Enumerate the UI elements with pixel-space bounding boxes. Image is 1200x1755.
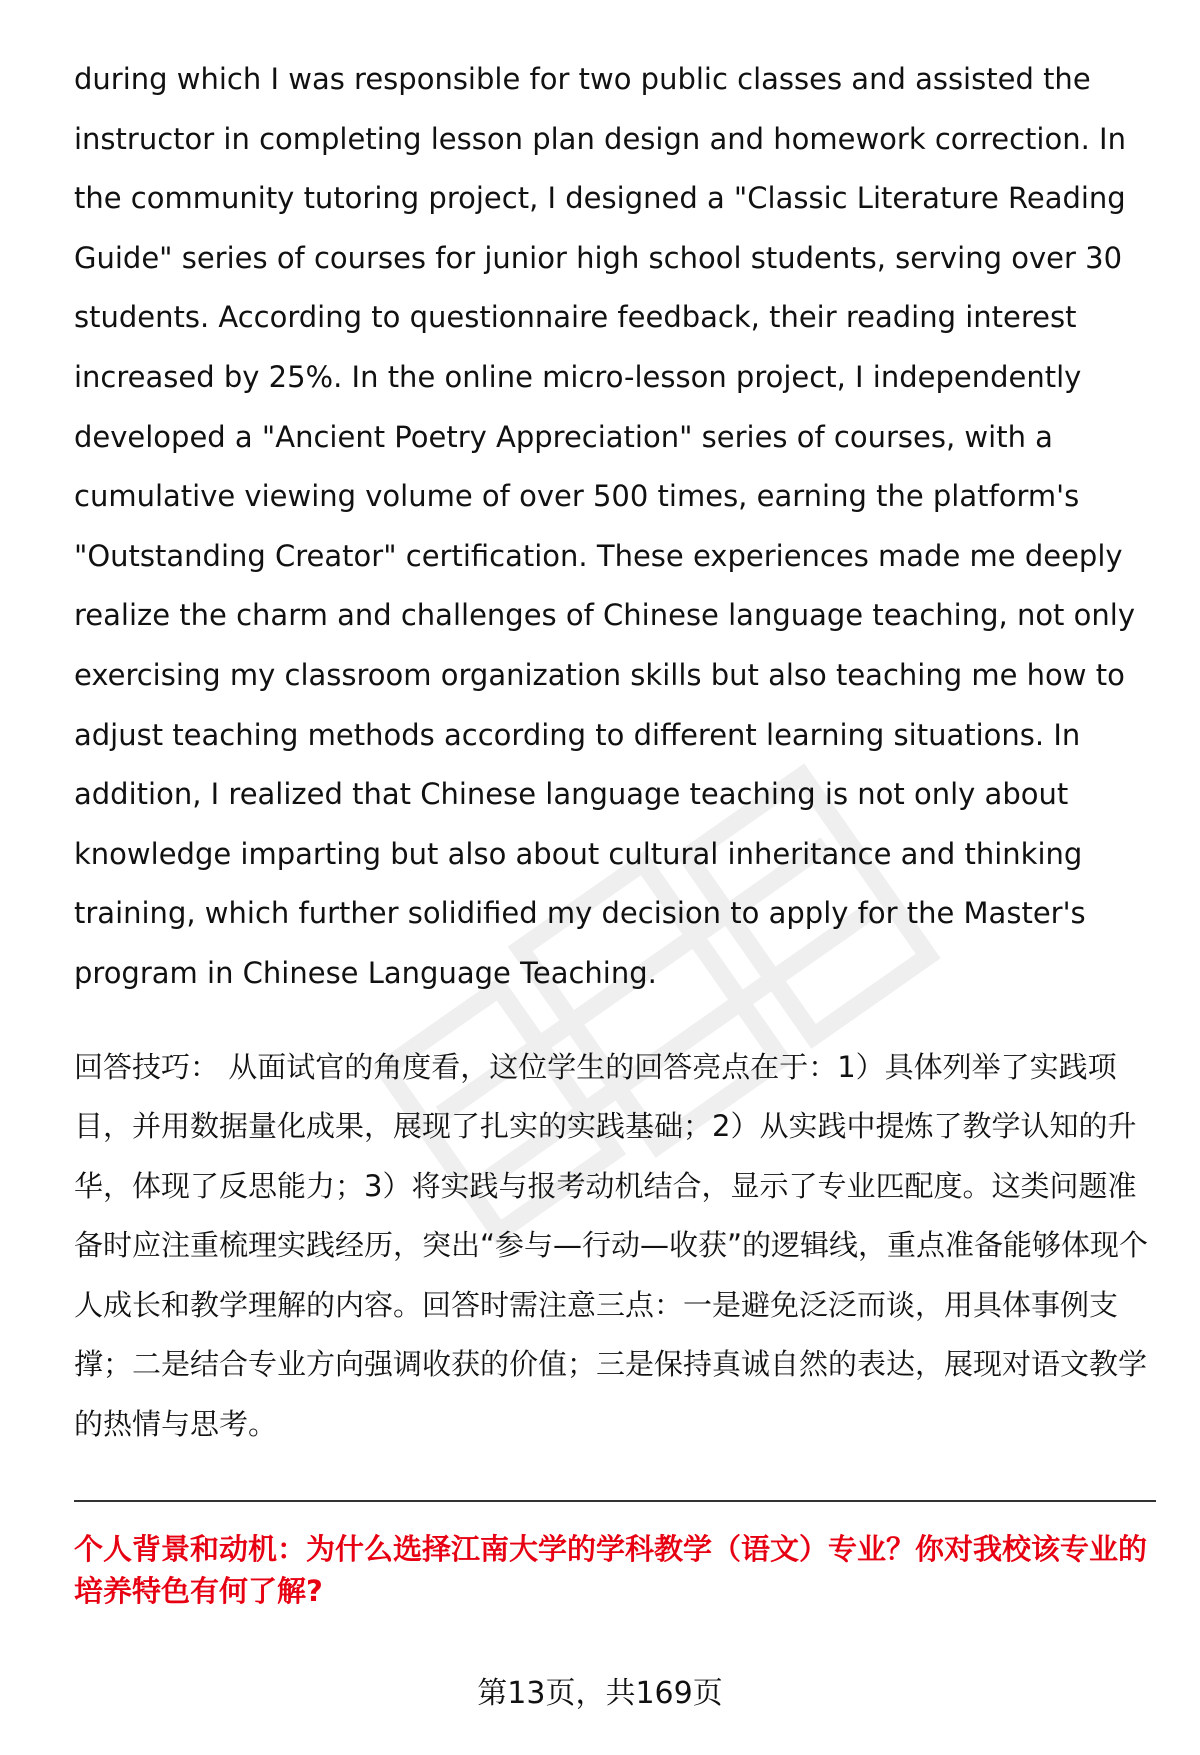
- document-body: [74, 50, 1154, 1455]
- section-divider: [74, 1500, 1156, 1502]
- page-number: 第13页，共169页: [477, 1676, 723, 1711]
- answer-paragraph: during which I was responsible for two public classes and assisted the instructor in completing lesson plan design and homework correction. In the community tutoring project, I designed a "Classic Literature Reading Guide" series of courses for junior high school students, serving over 30 students. According to questionnaire feedback, their reading interest increased by 25%. In the online micro-lesson project, I independently developed a "Ancient Poetry Appreciation" series of courses, with a cumulative viewing volume of over 500 times, earning the platform's "Outstanding Creator" certification. These experiences made me deeply realize the charm and challenges of Chinese language teaching, not only exercising my classroom organization skills but also teaching me how to adjust teaching methods according to different learning situations. In addition, I realized that Chinese language teaching is not only about knowledge imparting but also about cultural inheritance and thinking training, which further solidified my decision to apply for the Master's program in Chinese Language Teaching.: [74, 62, 1135, 990]
- next-question-heading: 个人背景和动机：为什么选择江南大学的学科教学（语文）专业？你对我校该专业的培养特色有何了解?: [74, 1532, 1148, 1608]
- tips-text: 回答技巧： 从面试官的角度看，这位学生的回答亮点在于：1）具体列举了实践项目，并用数据量化成果，展现了扎实的实践基础；2）从实践中提炼了教学认知的升华，体现了反思能力；3）将实践与报考动机结合，显示了专业匹配度。这类问题准备时应注重梳理实践经历，突出“参与—行动—收获”的逻辑线，重点准备能够体现个人成长和教学理解的内容。回答时需注意三点：一是避免泛泛而谈，用具体事例支撑；二是结合专业方向强调收获的价值；三是保持真诚自然的表达，展现对语文教学的热情与思考。: [74, 1049, 1149, 1442]
- answer-tips: [74, 1038, 1154, 1455]
